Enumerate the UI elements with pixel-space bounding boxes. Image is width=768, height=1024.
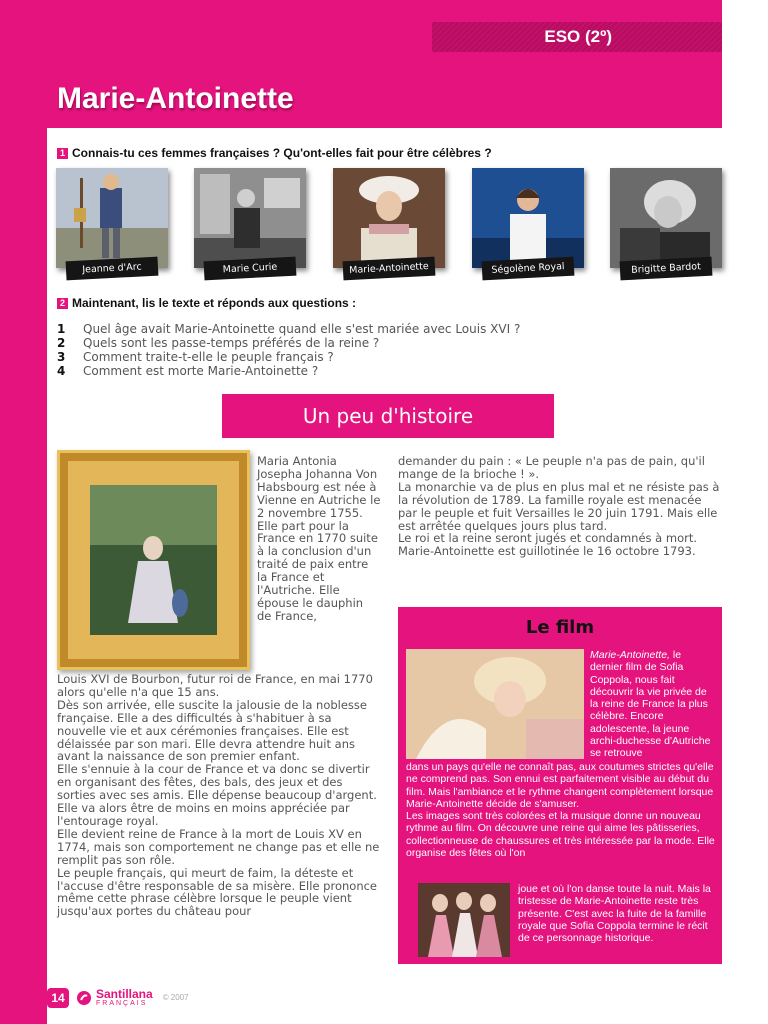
photo-label: Brigitte Bardot <box>620 257 713 281</box>
level-banner <box>432 22 722 52</box>
question-list <box>57 322 520 378</box>
publisher-name-block <box>96 988 153 1007</box>
question-item <box>57 322 520 336</box>
level-label: ESO (2º) <box>544 27 612 46</box>
film-still-photo-2 <box>418 883 510 957</box>
question-text: Comment traite-t-elle le peuple français ? <box>83 350 334 364</box>
history-text-left-column <box>57 673 381 918</box>
history-paragraph: Dès son arrivée, elle suscite la jalousie de la noblesse française. Elle a des difficultés à s'habituer à sa nouvelle vie et aux cérémonies françaises. Elle est délaissée par son mari. Elle devra attendre huit ans avant la naissance de son premier enfant. <box>57 697 367 764</box>
question-number: 3 <box>57 350 66 364</box>
question-number: 1 <box>57 322 66 336</box>
history-section-title: Un peu d'histoire <box>222 394 554 438</box>
page-margin-strip <box>0 0 47 1024</box>
page-number: 14 <box>47 988 69 1008</box>
photo-label: Jeanne d'Arc <box>66 257 159 281</box>
history-paragraph: Elle devient reine de France à la mort de Louis XV en 1774, mais son comportement ne change pas et elle ne remplit pas son rôle. <box>57 826 380 867</box>
film-paragraph <box>590 649 716 760</box>
exercise-1-text: Connais-tu ces femmes françaises ? Qu'ont-elles fait pour être célèbres ? <box>72 146 492 160</box>
page-title: Marie-Antoinette <box>57 82 294 115</box>
history-text-beside-painting <box>257 455 381 623</box>
marie-curie-photo <box>194 168 306 268</box>
marie-antoinette-painting <box>57 450 250 670</box>
history-paragraph: Le peuple français, qui meurt de faim, la déteste et l'accuse d'être responsable de sa misère. Elle prononce même cette phrase célèbre lorsque le peuple vient jusqu'aux portes du château pour <box>57 865 378 919</box>
question-text: Quels sont les passe-temps préférés de la reine ? <box>83 336 380 350</box>
film-intro-text: le dernier film de Sofia Coppola, nous fait découvrir la vie privée de la reine de France la plus célèbre. Encore adolescente, la jeune archi-duchesse d'Autriche se retrouve <box>590 649 711 760</box>
history-text-right-column <box>398 455 720 558</box>
framed-painting-illustration <box>60 453 247 667</box>
photo-label: Marie Curie <box>204 257 297 281</box>
photo-segolene-royal <box>472 168 584 276</box>
film-title: Le film <box>525 617 595 638</box>
film-text-beside-photo-2 <box>518 883 716 944</box>
film-box <box>398 607 722 964</box>
question-item <box>57 336 520 350</box>
question-number: 2 <box>57 336 66 350</box>
exercise-1-number: 1 <box>57 148 68 159</box>
exercise-2-prompt <box>57 296 356 310</box>
photo-label: Ségolène Royal <box>482 257 575 281</box>
film-text-beside-photo <box>590 649 716 760</box>
photo-brigitte-bardot <box>610 168 722 276</box>
photo-marie-antoinette <box>333 168 445 277</box>
question-item <box>57 350 520 364</box>
exercise-2-number: 2 <box>57 298 68 309</box>
photo-label: Marie-Antoinette <box>343 257 436 281</box>
history-paragraph: demander du pain : « Le peuple n'a pas de pain, qu'il mange de la brioche ! ». <box>398 454 705 481</box>
film-text-middle <box>406 761 716 859</box>
history-paragraph: Maria Antonia Josepha Johanna Von Habsbourg est née à Vienne en Autriche le 2 novembre 1755. Elle part pour la France en 1770 suite à la conclusion d'un traité de paix entre la France et l'Autriche. Elle épouse le dauphin de France, <box>257 454 381 623</box>
history-paragraph: Le roi et la reine seront jugés et condamnés à mort. Marie-Antoinette est guillotinée le 16 octobre 1793. <box>398 531 698 559</box>
publisher-name: Santillana <box>96 987 153 1001</box>
photo-jeanne-darc <box>56 168 168 276</box>
copyright: © 2007 <box>162 993 189 1002</box>
marie-antoinette-portrait <box>333 168 445 268</box>
segolene-royal-photo <box>472 168 584 268</box>
question-text: Quel âge avait Marie-Antoinette quand elle s'est mariée avec Louis XVI ? <box>83 322 521 336</box>
film-paragraph: dans un pays qu'elle ne connaît pas, aux coutumes strictes qu'elle ne comprend pas. Son ennui est parfaitement visible au début du film. Mais l'ambiance et le rythme changent complètement lorsque Marie-Antoinette décide de s'amuser. <box>406 761 714 810</box>
film-paragraph: Les images sont très colorées et la musique donne un nouveau rythme au film. On découvre une reine qui aime les pâtisseries, collectionneuse de chaussures et très intéressée par la mode. Elle organise des fêtes où l'on <box>406 810 715 860</box>
history-paragraph: Elle s'ennuie à la cour de France et va donc se divertir en organisant des fêtes, des bals, des jeux et des sorties avec ses amis. Elle dépense beaucoup d'argent. Elle va alors être de moins en moins appréciée par l'entourage royal. <box>57 762 377 828</box>
brigitte-bardot-photo <box>610 168 722 268</box>
film-paragraph: joue et où l'on danse toute la nuit. Mais la tristesse de Marie-Antoinette reste très présente. C'est avec la fuite de la famille royale que Sofia Coppola termine le récit de ce personnage historique. <box>518 883 711 945</box>
history-paragraph: La monarchie va de plus en plus mal et ne résiste pas à la révolution de 1789. La famille royale est menacée par le peuple et fuit Versailles le 20 juin 1791. Mais elle est arrêtée quelques jours plus tard. <box>398 479 720 533</box>
publisher-logo <box>76 988 189 1007</box>
question-item <box>57 364 520 378</box>
exercise-2-text: Maintenant, lis le texte et réponds aux questions : <box>72 296 357 310</box>
jeanne-darc-illustration <box>56 168 168 268</box>
santillana-logo-icon <box>76 990 92 1006</box>
question-text: Comment est morte Marie-Antoinette ? <box>83 364 319 378</box>
photo-marie-curie <box>194 168 306 276</box>
publisher-subtitle: FRANÇAIS <box>96 1000 148 1007</box>
history-paragraph: Louis XVI de Bourbon, futur roi de France, en mai 1770 alors qu'elle n'a que 15 ans. <box>57 672 373 699</box>
question-number: 4 <box>57 364 66 378</box>
film-still-photo <box>406 649 584 759</box>
film-name: Marie-Antoinette, <box>590 649 670 661</box>
exercise-1-prompt <box>57 146 492 160</box>
